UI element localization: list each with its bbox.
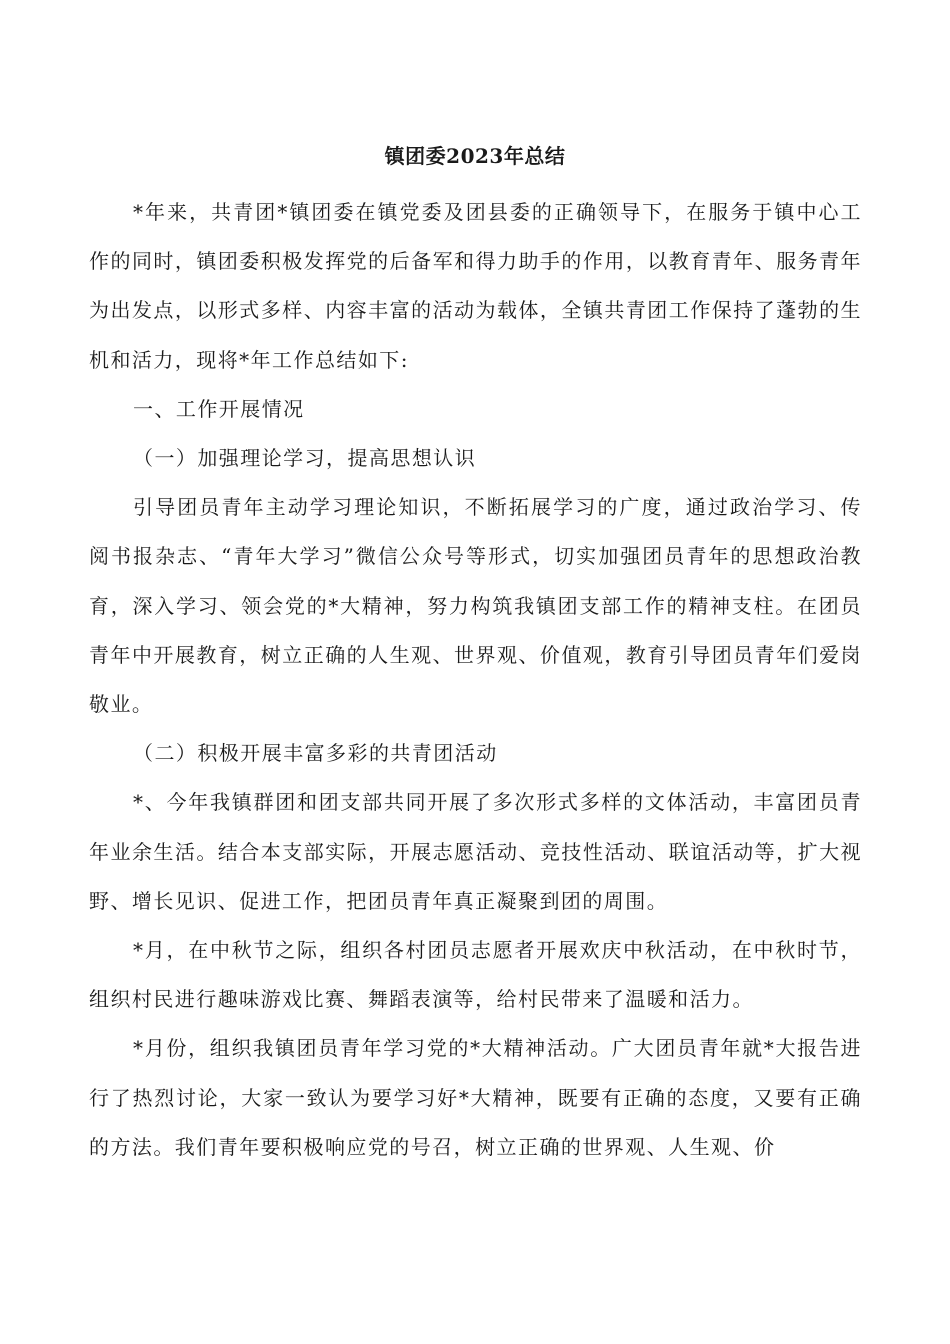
- document-title: 镇团委2023年总结: [384, 144, 566, 168]
- body-paragraph-2: *、今年我镇群团和团支部共同开展了多次形式多样的文体活动，丰富团员青年业余生活。结合本支部实际，开展志愿活动、竞技性活动、联谊活动等，扩大视野、增长见识、促进工作，把团员青年真正凝聚到团的周围。: [89, 790, 862, 913]
- subsection-heading-1: （一）加强理论学习，提高思想认识: [133, 446, 477, 471]
- body-paragraph-3: *月，在中秋节之际，组织各村团员志愿者开展欢庆中秋活动，在中秋时节，组织村民进行趣味游戏比赛、舞蹈表演等，给村民带来了温暖和活力。: [89, 938, 862, 1012]
- section-heading: 一、工作开展情况: [133, 396, 305, 421]
- body-paragraph-4: *月份，组织我镇团员青年学习党的*大精神活动。广大团员青年就*大报告进行了热烈讨论，大家一致认为要学习好*大精神，既要有正确的态度，又要有正确的方法。我们青年要积极响应党的号召，树立正确的世界观、人生观、价: [89, 1036, 862, 1159]
- intro-paragraph: *年来，共青团*镇团委在镇党委及团县委的正确领导下，在服务于镇中心工作的同时，镇团委积极发挥党的后备军和得力助手的作用，以教育青年、服务青年为出发点，以形式多样、内容丰富的活动为载体，全镇共青团工作保持了蓬勃的生机和活力，现将*年工作总结如下:: [89, 200, 862, 372]
- subsection-heading-2: （二）积极开展丰富多彩的共青团活动: [133, 741, 498, 766]
- body-paragraph-1: 引导团员青年主动学习理论知识，不断拓展学习的广度，通过政治学习、传阅书报杂志、“青年大学习”微信公众号等形式，切实加强团员青年的思想政治教育，深入学习、领会党的*大精神，努力构筑我镇团支部工作的精神支柱。在团员青年中开展教育，树立正确的人生观、世界观、价值观，教育引导团员青年们爱岗敬业。: [89, 495, 862, 717]
- document-body: [89, 188, 862, 1172]
